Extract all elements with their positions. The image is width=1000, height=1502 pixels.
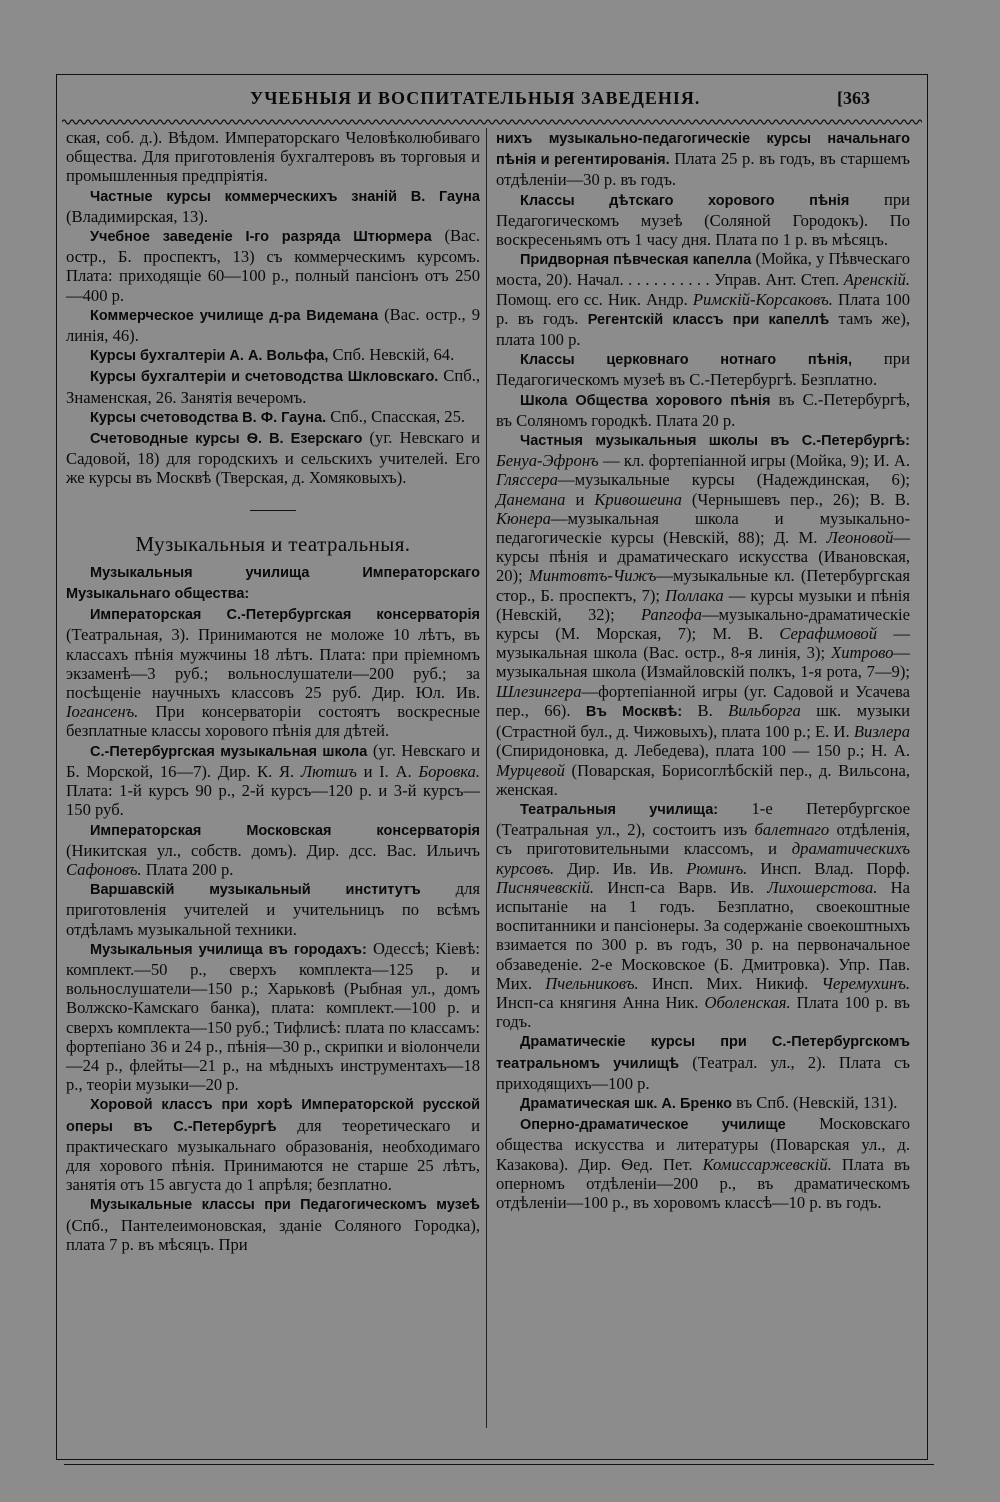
text: (Поварская, Борисоглѣбскій пер., д. Вильсона, женская. [496, 760, 910, 799]
text: для приготовленія учителей и учительницъ по всѣмъ отдѣламъ музыкальной техники. [66, 879, 480, 939]
text: Спб. Невскій, 64. [328, 345, 455, 365]
section-title: Музыкальныя и театральныя. [135, 531, 411, 556]
text: При консерваторіи состоятъ воскресные безплатные классы хорового пѣнія для дѣтей. [66, 702, 480, 741]
name-italic: Боровка. [418, 761, 480, 781]
name-italic: Данемана [496, 489, 566, 509]
name-italic: Мурцевой [496, 760, 565, 780]
entry-heading: Императорская Московская консерваторія [90, 822, 480, 839]
entry-heading: Музыкальныя училища Императорскаго Музыкальнаго общества: [66, 564, 480, 603]
text: въ Спб. (Невскій, 131). [732, 1092, 898, 1112]
paragraph [66, 1194, 480, 1254]
name-italic: Кривошеина [594, 489, 682, 509]
text: Плата: 1-й курсъ 90 р., 2-й курсъ—120 р. и 3-й курсъ—150 руб. [66, 781, 480, 820]
section-rule [250, 510, 296, 511]
text: и [565, 489, 595, 509]
text: В. [682, 700, 729, 720]
entry-heading: Частныя музыкальныя школы въ С.-Петербургѣ: [520, 433, 910, 450]
entry-heading: Музыкальныя училища въ городахъ: [90, 941, 367, 958]
name-italic: Аренскій. [843, 270, 910, 290]
paragraph [66, 407, 480, 428]
entry-heading: Драматическіе курсы при С.-Петербургскомъ театральномъ училищѣ [496, 1034, 910, 1072]
name-italic: Хитрово [831, 643, 894, 663]
text: Инсп-са княгиня Анна Ник. [496, 992, 705, 1012]
text: — музыкальная школа (Вас. остр., 8-я линія, 3); [496, 624, 910, 663]
text: Инсп. Мих. Никиф. [638, 973, 822, 993]
name-italic: Вильборга [728, 700, 801, 720]
name-italic: Писнячевскій. [496, 877, 595, 897]
entry-heading: Музыкальные классы при Педагогическомъ музеѣ [90, 1197, 480, 1214]
entry-heading: нихъ музыкально-педагогическіе курсы начальнаго пѣнія и регентированія. [496, 131, 910, 169]
text: при Педагогическомъ музеѣ (Соляной Городокъ). По воскресеньямъ отъ 1 часу дня. Плата по 1 р. въ мѣсяцъ. [496, 189, 910, 250]
text: (Театральная, 3). Принимаются не моложе 10 лѣтъ, въ классахъ пѣнія мужчины 18 лѣтъ. Плата: при пріемномъ экзаменѣ—3 руб.; вольнослушатели—200 руб.; за посѣщеніе научныхъ классовъ 25 руб. Дир. Юл. Ив. [66, 625, 480, 703]
paragraph [66, 604, 480, 740]
paragraph [66, 186, 480, 226]
text: —музыкальные кл. (Петербургская стор., Б. проспектъ, 7); [496, 566, 910, 605]
entry-heading: Счетоводные курсы Ѳ. В. Езерскаго [90, 431, 363, 448]
text: Инсп. Влад. Порф. [747, 858, 910, 878]
text: Плата 100 р. въ годъ. [496, 289, 910, 328]
text: —фортепіанной игры (уг. Садовой и Усачева пер., 66). [496, 681, 910, 720]
paragraph [66, 879, 480, 939]
entry-heading: Учебное заведеніе I-го разряда Штюрмера [90, 229, 432, 246]
name-italic: Черемухинъ. [821, 973, 910, 993]
text: Инсп-са Варв. Ив. [594, 877, 768, 897]
entry-heading: Варшавскій музыкальный институтъ [90, 882, 421, 899]
entry-heading: Регентскій классъ при капеллѣ [587, 311, 830, 328]
name-italic: Комиссаржевскій. [702, 1154, 832, 1174]
text: въ С.-Петербургѣ, въ Соляномъ городкѣ. Плата 20 р. [496, 389, 910, 430]
text: Помощ. его сс. Ник. Андр. [496, 289, 693, 309]
name-italic: Бенуа-Эфронъ [496, 451, 599, 471]
text: (Вас. остр., 9 линія, 46). [66, 304, 480, 346]
text: тамъ же), плата 100 р. [496, 308, 911, 350]
name-italic: Сафоновъ. [66, 859, 142, 879]
text: (Владимирская, 13). [66, 206, 208, 226]
text: Плата 25 р. въ годъ, въ старшемъ отдѣленіи—30 р. въ годъ. [496, 149, 910, 190]
text: —курсы пѣнія и драматическаго искусства (Ивановская, 20); [496, 528, 910, 586]
text: (Спб., Пантелеимоновская, зданіе Соляного Городка), плата 7 р. въ мѣсяцъ. При [66, 1215, 480, 1254]
entry-heading: Курсы счетоводства В. Ф. Гауна. [90, 409, 327, 426]
entry-heading: Императорская С.-Петербургская консерваторія [90, 607, 480, 624]
text: шк. музыки (Страстной бул., д. Чижовыхъ), плата 100 р.; Е. И. [496, 700, 911, 742]
paragraph [496, 390, 910, 430]
text: (Театрал. ул., 2). Плата съ приходящихъ—100 р. [496, 1052, 910, 1093]
entry-heading: Драматическая шк. А. Бренко [520, 1095, 732, 1112]
name-italic: Минтовтъ-Чижъ [528, 566, 657, 586]
text: — кл. фортепіанной игры (Мойка, 9); И. А. [598, 451, 910, 471]
entry-heading: Въ Москвѣ: [585, 703, 683, 720]
name-italic: Лютшъ [300, 761, 357, 781]
paragraph [496, 128, 910, 190]
right-column [496, 128, 910, 1212]
text: (Мойка, у Пѣвческаго моста, 20). Начал. . . . . . . . . . . Управ. Ант. Степ. [496, 249, 910, 290]
paragraph [66, 1094, 480, 1194]
text: Плата 100 р. въ годъ. [496, 992, 911, 1032]
text: На испытаніе на 1 годъ. Безплатно, своекоштные воспитанники и пансіонеры. За содержаніе своекоштныхъ взимается по 300 р. въ годъ, 30 р. на первоначальное обзаведеніе. 2-е Московское (Б. Дмитровка). Упр. Пав. Мих. [496, 877, 911, 993]
name-italic: Гляссера [496, 470, 558, 490]
page-number: [363 [837, 88, 870, 108]
left-column [66, 128, 480, 1254]
paragraph [496, 799, 910, 1031]
name-italic: Римскій-Корсаковъ. [692, 289, 833, 309]
text: (уг. Невскаго и Б. Морской, 16—7). Дир. К. Я. [66, 740, 480, 781]
paragraph [496, 1093, 910, 1114]
text: Плата 200 р. [141, 859, 234, 879]
text: 1-е Петербургское (Театральная ул., 2), состоитъ изъ [496, 798, 910, 840]
entry-heading: Классы церковнаго нотнаго пѣнія, [520, 352, 853, 369]
paragraph [496, 190, 910, 250]
running-header [70, 88, 910, 114]
paragraph [66, 562, 480, 604]
name-italic: Поллака [665, 585, 724, 605]
text: для теоретическаго и практическаго музыкальнаго образованія, необходимаго для хорового пѣнія. Принимаются не старше 25 лѣтъ, занятія отъ 15 августа до 1 апрѣля; безплатно. [66, 1115, 480, 1195]
text: Спб., Знаменская, 26. Занятія вечеромъ. [66, 366, 480, 407]
text: (уг. Невскаго и Садовой, 18) для городскихъ и сельскихъ учителей. Его же курсы въ Москвѣ (Тверская, д. Хомяковыхъ). [66, 428, 480, 488]
entry-heading: С.-Петербургская музыкальная школа [90, 743, 368, 760]
text: (Спиридоновка, д. Лебедева), плата 100 — 150 р.; Н. А. [496, 741, 910, 761]
entry-heading: Коммерческое училище д-ра Видемана [90, 307, 379, 324]
text: Московскаго общества искусства и литературы (Поварская ул., д. Казакова). Дир. Ѳед. Пет. [496, 1114, 910, 1174]
entry-heading: Классы дѣтскаго хорового пѣнія [520, 192, 850, 209]
paragraph [66, 345, 480, 366]
name-italic: Оболенская. [704, 992, 791, 1012]
paragraph [496, 1031, 910, 1093]
paragraph [66, 128, 480, 186]
paragraph [66, 226, 480, 305]
name-italic: Серафимовой [779, 624, 878, 644]
paragraph [66, 305, 480, 345]
text: (Вас. остр., Б. проспектъ, 13) съ коммерческимъ курсомъ. Плата: приходящіе 60—100 р., полный пансіонъ отъ 250—400 р. [66, 226, 481, 305]
name-italic: драматическихъ курсовъ. [496, 839, 910, 878]
entry-heading: Курсы бухгалтеріи А. А. Вольфа, [90, 348, 329, 365]
paragraph [66, 820, 480, 880]
name-italic: Кюнера [496, 508, 551, 528]
text: —музыкальная школа (Измайловскій полкъ, 1-я рота, 7—9); [496, 643, 910, 682]
text: —музыкально-драматическіе курсы (М. Морская, 7); М. В. [496, 604, 910, 644]
name-italic: Рюминъ. [686, 858, 748, 878]
text: —музыкальная школа и музыкально-педагогическіе курсы (Невскій, 88); Д. М. [496, 508, 910, 548]
text: — курсы музыки и пѣнія (Невскій, 32); [496, 585, 910, 624]
entry-heading: Частные курсы коммерческихъ знаній В. Гауна [90, 188, 480, 205]
paragraph [66, 366, 480, 406]
paragraph [66, 741, 480, 820]
text: при Педагогическомъ музеѣ въ С.-Петербургѣ. Безплатно. [496, 349, 910, 390]
text: ская, соб. д.). Вѣдом. Императорскаго Человѣколюбиваго общества. Для приготовленія бухгалтеровъ въ торговыя и промышленныя предпріятія. [66, 128, 480, 186]
entry-heading: Придворная пѣвческая капелла [520, 252, 752, 269]
text: и I. А. [356, 761, 419, 781]
entry-heading: Оперно-драматическое училище [520, 1117, 786, 1134]
entry-heading: Хоровой классъ при хорѣ Императорской русской оперы въ С.-Петербургѣ [66, 1097, 480, 1135]
paragraph [496, 430, 910, 799]
paragraph [496, 1114, 910, 1212]
paragraph [496, 349, 910, 389]
text: отдѣленія, съ приготовительными классомъ, и [496, 820, 910, 859]
name-italic: Іогансенъ. [66, 702, 139, 722]
column-divider [486, 128, 487, 1428]
wavy-rule [62, 117, 922, 127]
text: (Чернышевъ пер., 26); В. В. [681, 489, 910, 509]
entry-heading: Театральныя училища: [520, 801, 719, 818]
name-italic: Леоновой [826, 528, 894, 548]
text: Плата въ оперномъ отдѣленіи—200 р., въ драматическомъ отдѣленіи—100 р., въ хоровомъ классѣ—10 р. въ годъ. [496, 1154, 910, 1212]
text: Дир. Ив. Ив. [554, 858, 687, 878]
text: (Никитская ул., собств. домъ). Дир. дсс. Вас. Ильичъ [66, 840, 480, 860]
header-title: УЧЕБНЫЯ И ВОСПИТАТЕЛЬНЫЯ ЗАВЕДЕНІЯ. [250, 88, 701, 108]
name-italic: Рапгофа [640, 604, 702, 624]
name-italic: Пчельниковъ. [545, 973, 639, 993]
name-italic: Визлера [853, 722, 910, 742]
entry-heading: Школа Общества хорового пѣнія [520, 392, 771, 409]
name-italic: балетнаго [754, 820, 830, 840]
name-italic: Лихошерстова. [767, 877, 878, 897]
text: Одессѣ; Кіевѣ: комплект.—50 р., сверхъ комплекта—125 р. и вольнослушатели—150 р.; Харьковѣ (Рыбная ул., домъ Волжско-Камскаго банка), плата: комплект.—100 р. и сверхъ комплекта—150 руб.; Тифлисѣ: плата по классамъ: фортепіано 36 и 24 р., пѣнія—30 р., скрипки и віолончели—24 р., флейты—21 р., на мѣдныхъ инструментахъ—18 р., теоріи музыки—20 р. [66, 938, 480, 1095]
paragraph [66, 939, 480, 1095]
text: Спб., Спасская, 25. [326, 406, 466, 426]
bottom-rule [64, 1464, 934, 1465]
name-italic: Шлезингера [496, 681, 582, 701]
entry-heading: Курсы бухгалтеріи и счетоводства Шкловскаго. [90, 369, 439, 386]
paragraph [496, 249, 910, 349]
paragraph [66, 428, 480, 488]
text: —музыкальные курсы (Надеждинская, 6); [557, 470, 910, 490]
